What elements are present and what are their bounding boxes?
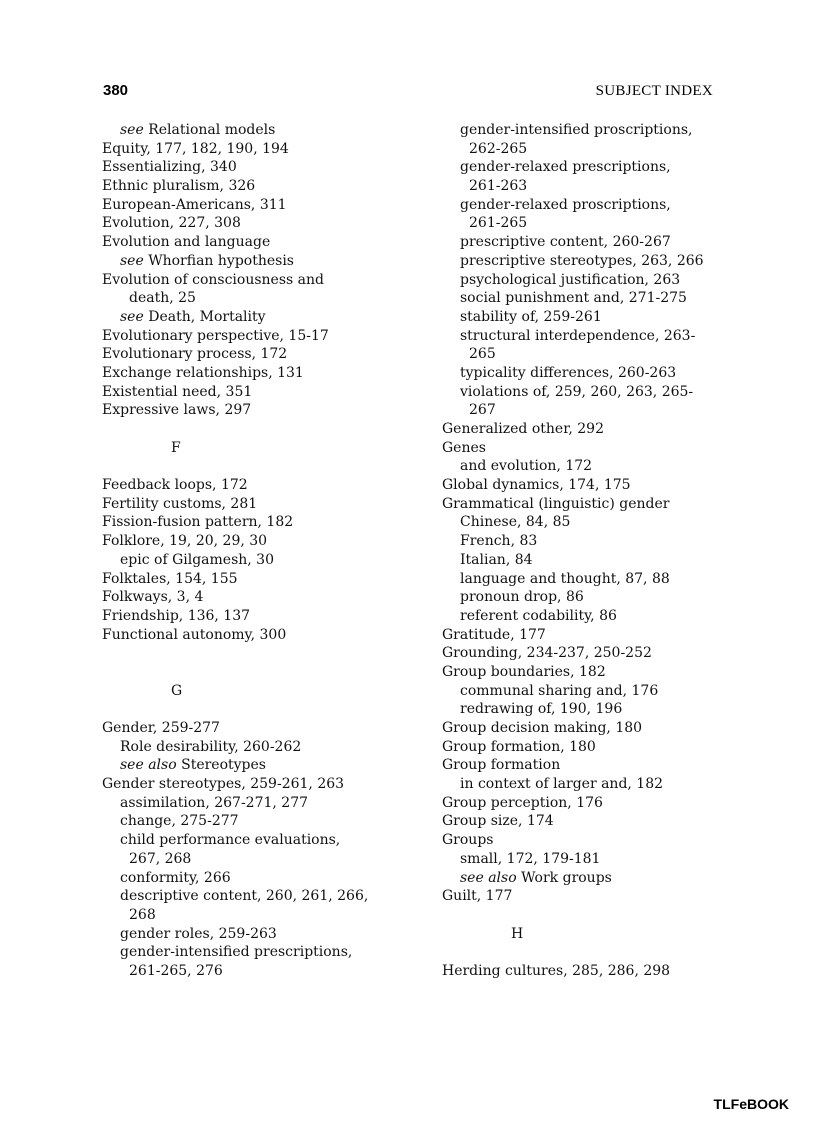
see-reference: see [120,122,144,138]
index-subentry: typicality differences, 260-263 [460,364,677,381]
index-entry: Group boundaries, 182 [442,663,606,680]
index-entry: Evolution of consciousness and [102,271,324,288]
entry-text: Whorfian hypothesis [143,252,294,269]
index-subentry: stability of, 259-261 [460,308,602,325]
index-subentry: prescriptive stereotypes, 263, 266 [460,252,704,269]
index-entry: Existential need, 351 [102,383,253,400]
index-entry: Folklore, 19, 20, 29, 30 [102,533,268,550]
index-subentry: social punishment and, 271-275 [460,290,687,307]
index-subentry: communal sharing and, 176 [460,682,659,699]
index-entry: Genes [442,439,486,456]
index-subentry: prescriptive content, 260-267 [460,234,671,251]
index-subentry: gender-relaxed proscriptions, [460,196,671,213]
index-subentry: death, 25 [129,290,196,307]
entry-text: Stereotypes [176,757,266,774]
index-entry: Evolutionary process, 172 [102,346,288,363]
blank-line [102,644,402,663]
blank-line [102,663,402,682]
index-subentry: and evolution, 172 [460,458,593,475]
index-entry: Fission-fusion pattern, 182 [102,514,294,531]
index-subentry: descriptive content, 260, 261, 266, [120,888,369,905]
blank-line [442,943,742,962]
index-entry: Evolutionary perspective, 15-17 [102,327,329,344]
index-entry: Functional autonomy, 300 [102,626,287,643]
see-reference: see also [460,869,517,886]
index-subentry [102,121,402,140]
index-subentry: 262-265 [469,140,528,157]
index-entry: Grounding, 234-237, 250-252 [442,645,652,662]
index-entry: Evolution, 227, 308 [102,215,241,232]
section-letter: G [171,682,183,699]
blank-line [102,700,402,719]
see-reference: see also [120,757,177,774]
index-entry: Group perception, 176 [442,794,603,811]
index-entry: Ethnic pluralism, 326 [102,178,256,195]
index-subentry: pronoun drop, 86 [460,589,584,606]
section-letter: H [511,925,524,942]
index-subentry: 261-265, 276 [129,962,223,979]
index-subentry: 267, 268 [129,850,192,867]
index-entry: Groups [442,832,494,849]
index-entry: Herding cultures, 285, 286, 298 [442,962,671,979]
blank-line [442,906,742,925]
index-subentry [102,308,402,327]
see-reference: see [120,308,144,325]
index-subentry: 267 [469,402,496,419]
see-reference: see [120,252,144,269]
index-entry: Grammatical (linguistic) gender [442,495,670,512]
index-subentry: gender-relaxed prescriptions, [460,159,671,176]
index-entry: Evolution and language [102,234,271,251]
index-subentry [102,756,402,775]
index-subentry: 261-263 [469,178,528,195]
index-subentry: gender roles, 259-263 [120,925,277,942]
index-subentry: Italian, 84 [460,551,533,568]
index-entry: Guilt, 177 [442,888,513,905]
index-entry: Equity, 177, 182, 190, 194 [102,140,289,157]
index-subentry: 265 [469,346,496,363]
index-entry: Feedback loops, 172 [102,477,248,494]
index-entry: Exchange relationships, 131 [102,364,304,381]
index-subentry: gender-intensified proscriptions, [460,122,693,138]
index-entry: Folktales, 154, 155 [102,570,238,587]
index-entry: Group formation, 180 [442,738,596,755]
index-subentry: referent codability, 86 [460,607,617,624]
index-subentry: French, 83 [460,533,538,550]
index-subentry: change, 275-277 [120,813,239,830]
blank-line [102,457,402,476]
index-entry: Group size, 174 [442,813,554,830]
index-entry: Gender stereotypes, 259-261, 263 [102,776,345,793]
index-entry: Gender, 259-277 [102,720,220,736]
running-header-title: SUBJECT INDEX [595,83,713,99]
index-subentry: violations of, 259, 260, 263, 265- [460,383,694,400]
index-entry: Generalized other, 292 [442,421,604,437]
index-subentry: 268 [129,906,156,923]
page-number: 380 [103,82,129,99]
index-entry: Global dynamics, 174, 175 [442,477,631,494]
index-subentry: Role desirability, 260-262 [120,738,302,755]
entry-text: Relational models [143,122,276,138]
index-subentry: redrawing of, 190, 196 [460,701,623,718]
index-subentry: assimilation, 267-271, 277 [120,794,309,811]
blank-line [102,420,402,439]
index-subentry: structural interdependence, 263- [460,327,696,344]
index-entry: Gratitude, 177 [442,626,546,643]
footer-watermark: TLFeBOOK [713,1096,789,1112]
index-entry: Essentializing, 340 [102,159,237,176]
index-entry: Folkways, 3, 4 [102,589,204,606]
index-column-left [102,121,402,981]
index-entry: Group formation [442,757,561,774]
entry-text: Death, Mortality [143,308,266,325]
index-subentry: Chinese, 84, 85 [460,514,571,531]
index-entry: Fertility customs, 281 [102,495,258,512]
index-subentry: conformity, 266 [120,869,231,886]
index-subentry: language and thought, 87, 88 [460,570,670,587]
index-subentry: epic of Gilgamesh, 30 [120,551,274,568]
index-entry: Group decision making, 180 [442,720,643,736]
index-entry: European-Americans, 311 [102,196,287,213]
index-subentry: 261-265 [469,215,528,232]
index-entry: Expressive laws, 297 [102,402,252,419]
entry-text: Work groups [516,869,612,886]
index-column-right [442,121,742,981]
index-entry: Friendship, 136, 137 [102,607,251,624]
index-subentry: child performance evaluations, [120,832,341,849]
index-subentry: psychological justification, 263 [460,271,681,288]
index-subentry [102,252,402,271]
index-subentry: in context of larger and, 182 [460,776,664,793]
section-letter: F [171,439,181,456]
index-subentry: small, 172, 179-181 [460,850,601,867]
index-subentry: gender-intensified prescriptions, [120,944,353,961]
index-subentry [442,869,742,888]
